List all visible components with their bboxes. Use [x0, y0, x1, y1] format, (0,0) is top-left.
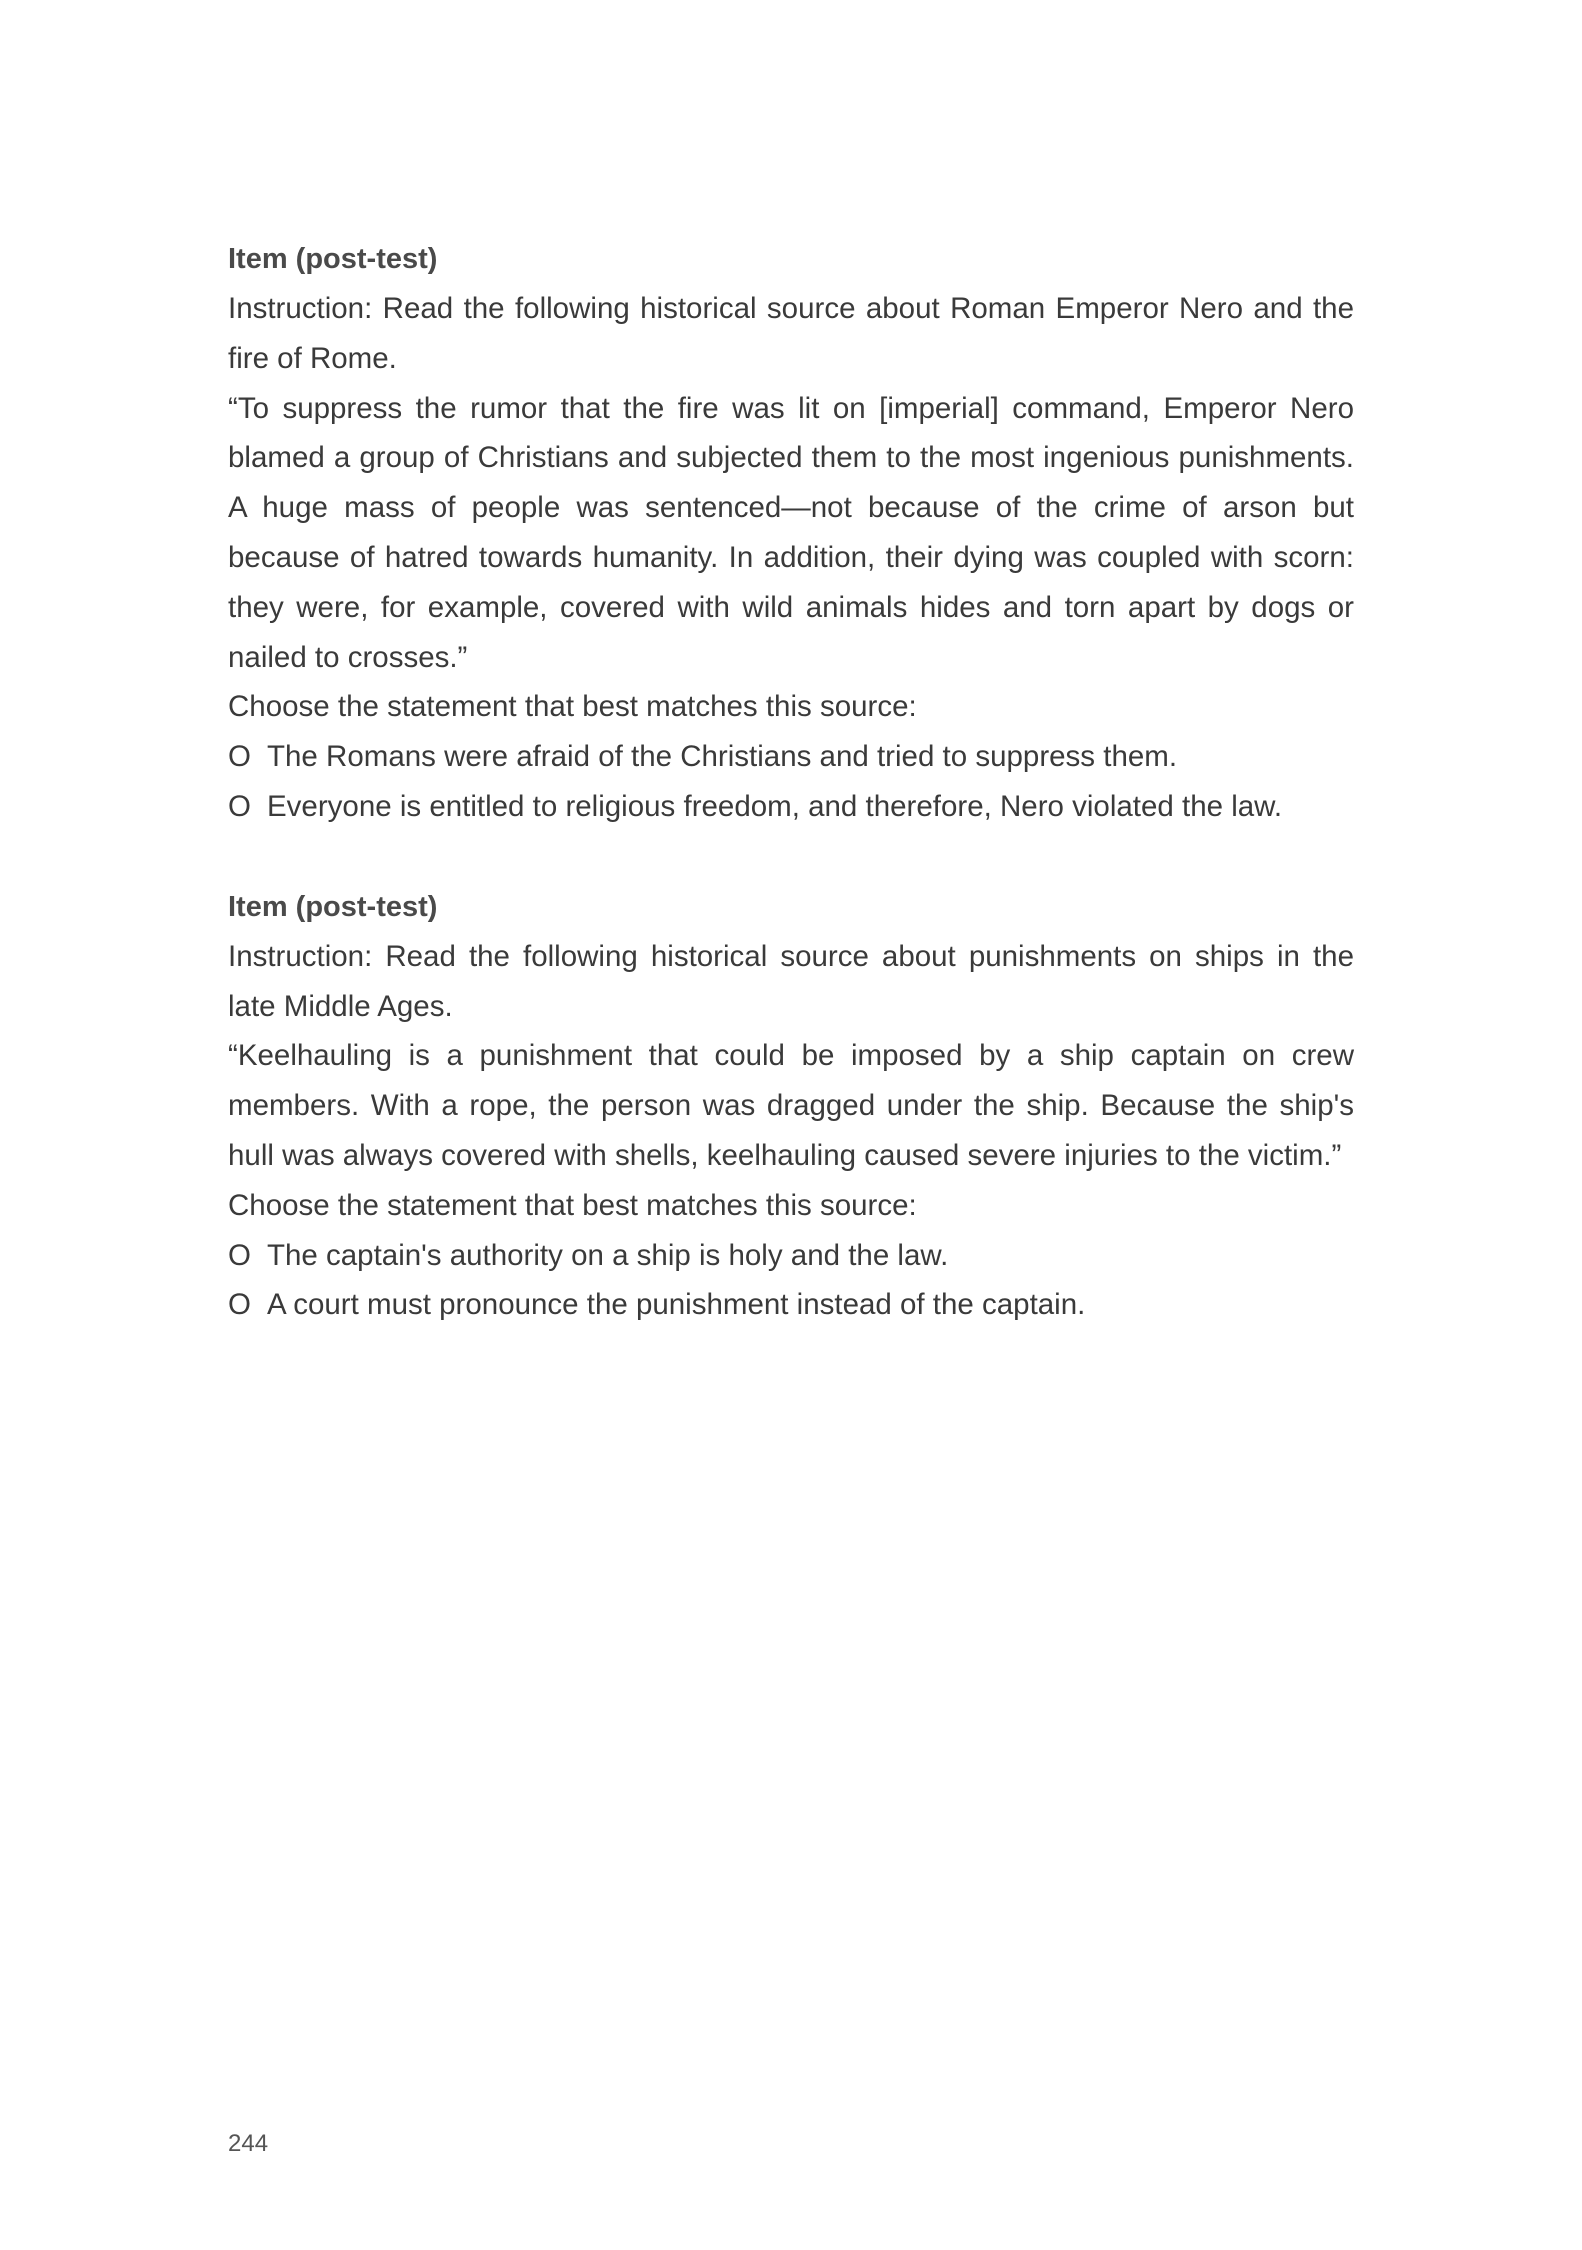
historical-source-quote: “Keelhauling is a punishment that could be imposed by a ship captain on crew members. With a rope, the person was dragged under the ship. Because the ship's hull was always covered with shells, keelhauling caused severe injuries to the victim.” [228, 1039, 1354, 1172]
radio-circle-icon[interactable]: O [228, 789, 251, 823]
answer-option-label: The Romans were afraid of the Christians and tried to suppress them. [267, 740, 1178, 774]
item-prompt: Choose the statement that best matches this source: [228, 1188, 917, 1222]
answer-option[interactable] [228, 732, 1354, 782]
historical-source-quote: “To suppress the rumor that the fire was lit on [imperial] command, Emperor Nero blamed a group of Christians and subjected them to the most ingenious punishments. A huge mass of people was sentenced—not because of the crime of arson but because of hatred towards humanity. In addition, their dying was coupled with scorn: they were, for example, covered with wild animals hides and torn apart by dogs or nailed to crosses.” [228, 391, 1354, 674]
item-heading: Item (post-test) [228, 243, 438, 275]
item-instruction: Instruction: Read the following historical source about Roman Emperor Nero and the fire of Rome. [228, 292, 1354, 375]
answer-option-label: Everyone is entitled to religious freedom, and therefore, Nero violated the law. [267, 789, 1283, 823]
question-item-2 [228, 882, 1354, 1330]
document-body [228, 234, 1354, 1330]
radio-circle-icon[interactable]: O [228, 740, 251, 774]
answer-options [228, 732, 1354, 832]
question-item-1 [228, 234, 1354, 832]
answer-option[interactable] [228, 1231, 1354, 1281]
radio-circle-icon[interactable]: O [228, 1238, 251, 1272]
item-prompt: Choose the statement that best matches this source: [228, 690, 917, 724]
item-instruction: Instruction: Read the following historical source about punishments on ships in the late Middle Ages. [228, 939, 1354, 1023]
page-number: 244 [228, 2130, 269, 2157]
item-heading: Item (post-test) [228, 890, 438, 923]
answer-option[interactable] [228, 1280, 1354, 1330]
answer-option-label: The captain's authority on a ship is holy and the law. [267, 1238, 949, 1272]
answer-option[interactable] [228, 782, 1354, 832]
answer-options [228, 1231, 1354, 1331]
answer-option-label: A court must pronounce the punishment instead of the captain. [267, 1288, 1086, 1322]
radio-circle-icon[interactable]: O [228, 1288, 251, 1322]
